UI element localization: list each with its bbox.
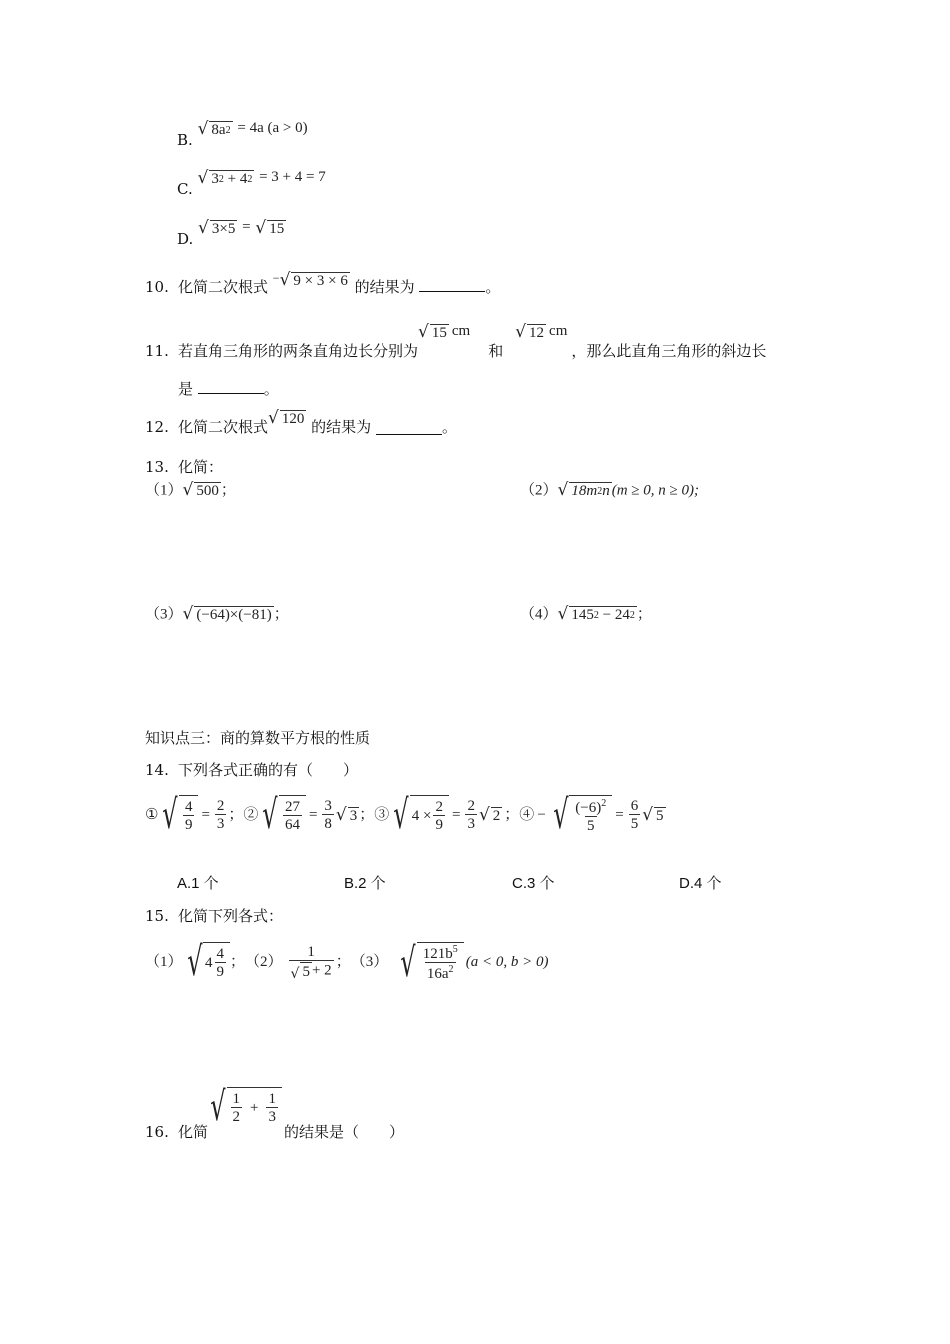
option-c-label: C. <box>177 180 193 198</box>
question-number: 10. <box>145 278 169 296</box>
sqrt-expression: √ $\frac{(-6)^2}{5}$ <box>549 795 612 835</box>
option-d-label: D. <box>177 230 194 248</box>
sqrt-expression: √ 145 2 − 24 2 <box>557 604 635 624</box>
answer-blank[interactable] <box>376 420 442 435</box>
q13-part-2: （2） √ 18m 2 n (m ≥ 0, n ≥ 0); <box>520 480 699 500</box>
question-10: 10. 化简二次根式 − √ 9 × 3 × 6 的结果为 。 <box>145 270 501 296</box>
question-11-line2: 是 。 <box>178 380 279 398</box>
sqrt-expression: √ $\frac{4}{9}$ <box>158 795 198 835</box>
question-number: 15. <box>145 907 169 925</box>
option-b-rhs: = 4a (a > 0) <box>237 120 308 136</box>
question-number: 11. <box>145 342 169 360</box>
question-number: 13. <box>145 458 169 476</box>
option-d: D. √ 3×5 = √ 15 <box>177 218 285 248</box>
q15-expressions: （1） √ 4 $\frac{4}{9}$ ； （2） 1 √ 5 + 2 ； （3） √ $\frac{121b^5}{16a^2}$ (a < 0, b > 0) <box>145 939 549 986</box>
sqrt-expression: √ 12 <box>515 322 545 342</box>
section-title: 知识点三：商的算数平方根的性质 <box>145 729 371 747</box>
question-number: 12. <box>145 418 169 436</box>
q14-option-a[interactable]: A.1 个 <box>177 875 219 892</box>
answer-blank[interactable] <box>198 379 264 394</box>
answer-blank[interactable] <box>419 277 485 292</box>
q13-part-3: （3） √ (−64)×(−81) ； <box>145 604 289 624</box>
question-12: 12. 化简二次根式 √ 120 的结果为 。 <box>145 408 457 436</box>
sqrt-expression: √ 8a 2 <box>197 119 231 139</box>
sqrt-expression: √ 9 × 3 × 6 <box>279 270 348 290</box>
sqrt-expression: √ 4 $\frac{4}{9}$ <box>183 942 231 982</box>
question-16-post: 的结果是（ ） <box>284 1123 405 1141</box>
q14-option-c[interactable]: C.3 个 <box>512 875 555 892</box>
question-14: 14. 下列各式正确的有（ ） <box>145 761 359 779</box>
sqrt-expression: √ $\frac{1}{2}$ + $\frac{1}{3}$ <box>206 1087 282 1127</box>
sqrt-expression: √ 18m 2 n <box>557 480 610 500</box>
sqrt-expression: √ 15 <box>255 218 285 238</box>
sqrt-expression: √ 120 <box>268 408 305 428</box>
sqrt-expression: √ 4 × $\frac{2}{9}$ <box>389 795 449 835</box>
option-c <box>177 170 326 197</box>
sqrt-expression: √ 15 <box>418 322 447 342</box>
sqrt-expression: √ 3×5 <box>198 218 236 238</box>
option-b-label: B. <box>177 131 193 149</box>
question-16-text: 16. 化简 <box>145 1123 209 1141</box>
sqrt-expression: √ 500 <box>182 480 219 500</box>
question-15: 15. 化简下列各式： <box>145 907 284 925</box>
q14-expressions: ① √ $\frac{4}{9}$ = $\frac{2}{3}$ ；② √ $\frac{27}{64}$ = $\frac{3}{8}$ √ 3 ；③ √ 4 × $\frac{2}{9}$ = $\frac{2}{3}$ √ 2 ；④ − √ $\frac{(-6)^2}{5}$ = $\frac{6}{5}$ √ 5 <box>145 792 664 838</box>
sqrt-expression: √ $\frac{121b^5}{16a^2}$ <box>396 942 464 983</box>
q14-option-d[interactable]: D.4 个 <box>679 875 722 892</box>
sqrt-expression: √ 3 2 + 4 2 <box>197 168 253 188</box>
question-13: 13. 化简： <box>145 458 224 476</box>
q14-option-b[interactable]: B.2 个 <box>344 875 386 892</box>
option-b <box>177 121 308 148</box>
option-c-rhs: = 3 + 4 = 7 <box>259 169 326 185</box>
sqrt-expression: √ (−64)×(−81) <box>182 604 272 624</box>
q13-part-1: （1） √ 500 ； <box>145 480 236 500</box>
q13-part-4: （4） √ 145 2 − 24 2 ； <box>520 604 652 624</box>
sqrt-expression: √ $\frac{27}{64}$ <box>258 795 306 835</box>
radicand: 8a <box>211 122 226 138</box>
q16-expression <box>206 1084 282 1130</box>
question-number: 14. <box>145 761 169 779</box>
question-11: 11. 若直角三角形的两条直角边长分别为 √ 15 cm和 √ 12 cm，那么此直角三角形的斜边长 <box>145 322 767 360</box>
question-number: 16. <box>145 1123 169 1141</box>
